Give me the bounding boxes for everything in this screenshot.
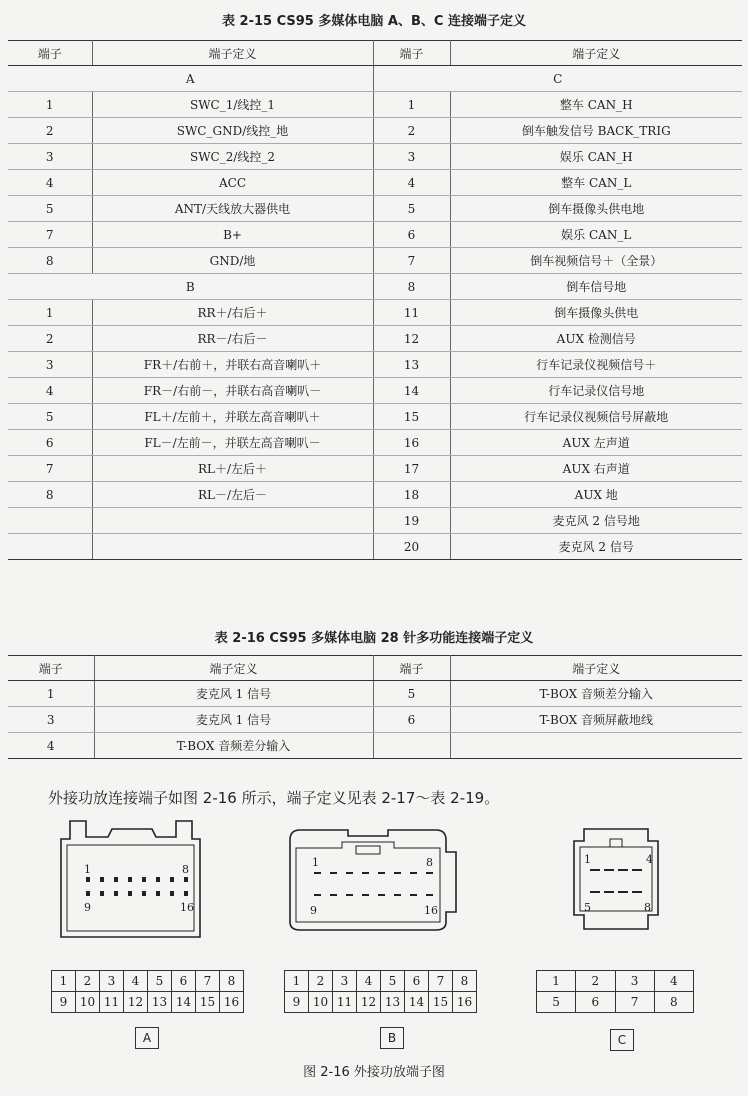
header-definition: 端子定义 bbox=[92, 41, 373, 66]
table-row bbox=[8, 508, 742, 534]
pin-number-cell: 5 bbox=[537, 992, 576, 1013]
table-row bbox=[8, 144, 742, 170]
table-row bbox=[8, 326, 742, 352]
terminal-cell bbox=[8, 534, 92, 560]
terminal-cell: 13 bbox=[373, 352, 450, 378]
pin-number-cell: 4 bbox=[654, 971, 693, 992]
definition-cell: RR－/右后－ bbox=[92, 326, 373, 352]
table-2-15-caption: 表 2-15 CS95 多媒体电脑 A、B、C 连接端子定义 bbox=[222, 14, 526, 29]
terminal-cell: 2 bbox=[373, 118, 450, 144]
definition-cell: AUX 检测信号 bbox=[450, 326, 742, 352]
terminal-cell: 12 bbox=[373, 326, 450, 352]
pin-number-cell: 9 bbox=[285, 992, 309, 1013]
pin-number-cell: 6 bbox=[172, 971, 196, 992]
terminal-cell: 2 bbox=[8, 118, 92, 144]
terminal-cell: 1 bbox=[373, 92, 450, 118]
pin-number-cell: 4 bbox=[357, 971, 381, 992]
definition-cell: SWC_GND/线控_地 bbox=[92, 118, 373, 144]
header-definition: 端子定义 bbox=[450, 41, 742, 66]
definition-cell: 行车记录仪信号地 bbox=[450, 378, 742, 404]
definition-cell: FR－/右前－，并联右高音喇叭－ bbox=[92, 378, 373, 404]
terminal-cell: 3 bbox=[8, 707, 94, 733]
pin-number-cell: 2 bbox=[76, 971, 100, 992]
pin-number-cell: 8 bbox=[220, 971, 244, 992]
pin-label: 16 bbox=[180, 901, 194, 914]
table-row bbox=[8, 196, 742, 222]
pin-label: 9 bbox=[84, 901, 91, 914]
terminal-cell: 2 bbox=[8, 326, 92, 352]
definition-cell: B bbox=[8, 274, 373, 300]
pin-number-cell: 14 bbox=[172, 992, 196, 1013]
pin-number-cell: 1 bbox=[285, 971, 309, 992]
pin-label: 9 bbox=[310, 904, 317, 917]
pin-number-cell: 12 bbox=[124, 992, 148, 1013]
header-terminal: 端子 bbox=[8, 41, 92, 66]
connector-label-c: C bbox=[610, 1029, 634, 1051]
terminal-cell: 6 bbox=[373, 707, 450, 733]
header-terminal: 端子 bbox=[373, 41, 450, 66]
pin-number-cell: 8 bbox=[453, 971, 477, 992]
connector-a-drawing bbox=[56, 815, 206, 945]
pin-number-cell: 7 bbox=[196, 971, 220, 992]
pin-number-cell: 16 bbox=[220, 992, 244, 1013]
pin-number-cell: 1 bbox=[537, 971, 576, 992]
pin-number-cell: 13 bbox=[148, 992, 172, 1013]
terminal-cell: 14 bbox=[373, 378, 450, 404]
definition-cell: 倒车触发信号 BACK_TRIG bbox=[450, 118, 742, 144]
table-row bbox=[8, 707, 742, 733]
definition-cell: RR＋/右后＋ bbox=[92, 300, 373, 326]
table-row bbox=[8, 681, 742, 707]
body-paragraph: 外接功放连接端子如图 2-16 所示，端子定义见表 2-17～表 2-19。 bbox=[48, 789, 500, 807]
pin-number-cell: 8 bbox=[654, 992, 693, 1013]
definition-cell: 倒车摄像头供电 bbox=[450, 300, 742, 326]
connector-c-drawing bbox=[556, 825, 676, 937]
definition-cell: 行车记录仪视频信号屏蔽地 bbox=[450, 404, 742, 430]
terminal-cell: 3 bbox=[8, 144, 92, 170]
definition-cell: FL－/左前－，并联左高音喇叭－ bbox=[92, 430, 373, 456]
terminal-cell: 18 bbox=[373, 482, 450, 508]
terminal-cell: 15 bbox=[373, 404, 450, 430]
table-row bbox=[8, 222, 742, 248]
terminal-cell: 7 bbox=[373, 248, 450, 274]
terminal-cell: 16 bbox=[373, 430, 450, 456]
definition-cell: 整车 CAN_L bbox=[450, 170, 742, 196]
table-row bbox=[8, 430, 742, 456]
terminal-cell: 4 bbox=[373, 170, 450, 196]
definition-cell: 倒车信号地 bbox=[450, 274, 742, 300]
table-row bbox=[8, 534, 742, 560]
terminal-cell: 4 bbox=[8, 378, 92, 404]
definition-cell: T-BOX 音频差分输入 bbox=[450, 681, 742, 707]
terminal-cell: 5 bbox=[8, 196, 92, 222]
pin-label: 8 bbox=[426, 856, 433, 869]
terminal-cell: 6 bbox=[8, 430, 92, 456]
terminal-cell: 1 bbox=[8, 92, 92, 118]
terminal-cell: 1 bbox=[8, 681, 94, 707]
terminal-cell: 4 bbox=[8, 170, 92, 196]
definition-cell: 倒车摄像头供电地 bbox=[450, 196, 742, 222]
pin-number-cell: 16 bbox=[453, 992, 477, 1013]
terminal-cell: 3 bbox=[8, 352, 92, 378]
terminal-cell bbox=[8, 508, 92, 534]
definition-cell: B+ bbox=[92, 222, 373, 248]
definition-cell: RL＋/左后＋ bbox=[92, 456, 373, 482]
table-row bbox=[8, 404, 742, 430]
terminal-cell: 4 bbox=[8, 733, 94, 759]
figure-caption: 图 2-16 外接功放端子图 bbox=[303, 1065, 445, 1080]
terminal-cell: 5 bbox=[8, 404, 92, 430]
pin-number-cell: 2 bbox=[576, 971, 615, 992]
terminal-cell: 17 bbox=[373, 456, 450, 482]
pin-number-cell: 15 bbox=[196, 992, 220, 1013]
pin-label: 8 bbox=[182, 863, 189, 876]
definition-cell: 麦克风 1 信号 bbox=[94, 707, 373, 733]
pin-number-cell: 11 bbox=[100, 992, 124, 1013]
terminal-cell: 7 bbox=[8, 456, 92, 482]
pin-grid-b bbox=[284, 970, 477, 1013]
definition-cell: SWC_1/线控_1 bbox=[92, 92, 373, 118]
pin-label: 1 bbox=[584, 853, 591, 866]
terminal-cell: 20 bbox=[373, 534, 450, 560]
pin-grid-c bbox=[536, 970, 694, 1013]
definition-cell: AUX 右声道 bbox=[450, 456, 742, 482]
pin-number-cell: 7 bbox=[615, 992, 654, 1013]
table-row bbox=[8, 352, 742, 378]
terminal-cell: 8 bbox=[8, 482, 92, 508]
pin-number-cell: 9 bbox=[52, 992, 76, 1013]
pin-number-cell: 4 bbox=[124, 971, 148, 992]
pin-number-cell: 6 bbox=[576, 992, 615, 1013]
definition-cell: SWC_2/线控_2 bbox=[92, 144, 373, 170]
header-terminal: 端子 bbox=[373, 656, 450, 681]
pin-number-cell: 13 bbox=[381, 992, 405, 1013]
definition-cell: 整车 CAN_H bbox=[450, 92, 742, 118]
pin-label: 4 bbox=[646, 853, 653, 866]
table-2-16-caption: 表 2-16 CS95 多媒体电脑 28 针多功能连接端子定义 bbox=[214, 631, 534, 646]
connector-label-b: B bbox=[380, 1027, 404, 1049]
terminal-cell: 11 bbox=[373, 300, 450, 326]
table-row bbox=[8, 274, 742, 300]
pin-number-cell: 3 bbox=[100, 971, 124, 992]
definition-cell: 娱乐 CAN_H bbox=[450, 144, 742, 170]
terminal-cell: 1 bbox=[8, 300, 92, 326]
definition-cell: AUX 地 bbox=[450, 482, 742, 508]
terminal-cell: 8 bbox=[8, 248, 92, 274]
definition-cell: RL－/左后－ bbox=[92, 482, 373, 508]
terminal-cell: 8 bbox=[373, 274, 450, 300]
definition-cell: 麦克风 2 信号地 bbox=[450, 508, 742, 534]
terminal-cell: 5 bbox=[373, 681, 450, 707]
definition-cell: ANT/天线放大器供电 bbox=[92, 196, 373, 222]
definition-cell: ACC bbox=[92, 170, 373, 196]
pin-label: 16 bbox=[424, 904, 438, 917]
definition-cell bbox=[450, 733, 742, 759]
table-row bbox=[8, 118, 742, 144]
pin-number-cell: 11 bbox=[333, 992, 357, 1013]
definition-cell: 倒车视频信号＋（全景） bbox=[450, 248, 742, 274]
pin-number-cell: 14 bbox=[405, 992, 429, 1013]
terminal-cell: 5 bbox=[373, 196, 450, 222]
table-row bbox=[8, 456, 742, 482]
definition-cell: T-BOX 音频屏蔽地线 bbox=[450, 707, 742, 733]
pin-number-cell: 5 bbox=[148, 971, 172, 992]
terminal-cell bbox=[373, 733, 450, 759]
table-row bbox=[8, 92, 742, 118]
header-definition: 端子定义 bbox=[94, 656, 373, 681]
table-row bbox=[8, 482, 742, 508]
pin-number-cell: 6 bbox=[405, 971, 429, 992]
pin-number-cell: 10 bbox=[309, 992, 333, 1013]
connector-label-a: A bbox=[135, 1027, 159, 1049]
pin-number-cell: 12 bbox=[357, 992, 381, 1013]
terminal-table-2-16 bbox=[8, 655, 742, 759]
definition-cell: GND/地 bbox=[92, 248, 373, 274]
pin-number-cell: 3 bbox=[615, 971, 654, 992]
pin-number-cell: 1 bbox=[52, 971, 76, 992]
definition-cell bbox=[92, 508, 373, 534]
terminal-cell: 6 bbox=[373, 222, 450, 248]
definition-cell: 行车记录仪视频信号＋ bbox=[450, 352, 742, 378]
pin-label: 5 bbox=[584, 901, 591, 914]
pin-number-cell: 2 bbox=[309, 971, 333, 992]
terminal-table-2-15 bbox=[8, 40, 742, 560]
definition-cell: A bbox=[8, 66, 373, 92]
definition-cell: AUX 左声道 bbox=[450, 430, 742, 456]
pin-number-cell: 5 bbox=[381, 971, 405, 992]
definition-cell: FR＋/右前＋，并联右高音喇叭＋ bbox=[92, 352, 373, 378]
pin-number-cell: 3 bbox=[333, 971, 357, 992]
definition-cell bbox=[92, 534, 373, 560]
definition-cell: 麦克风 2 信号 bbox=[450, 534, 742, 560]
pin-number-cell: 15 bbox=[429, 992, 453, 1013]
table-row bbox=[8, 66, 742, 92]
pin-label: 8 bbox=[644, 901, 651, 914]
header-definition: 端子定义 bbox=[450, 656, 742, 681]
definition-cell: 娱乐 CAN_L bbox=[450, 222, 742, 248]
pin-grid-a bbox=[51, 970, 244, 1013]
table-row bbox=[8, 300, 742, 326]
definition-cell: 麦克风 1 信号 bbox=[94, 681, 373, 707]
pin-number-cell: 7 bbox=[429, 971, 453, 992]
definition-cell: T-BOX 音频差分输入 bbox=[94, 733, 373, 759]
table-row bbox=[8, 733, 742, 759]
terminal-cell: 7 bbox=[8, 222, 92, 248]
pin-label: 1 bbox=[312, 856, 319, 869]
definition-cell: C bbox=[373, 66, 742, 92]
definition-cell: FL＋/左前＋，并联左高音喇叭＋ bbox=[92, 404, 373, 430]
terminal-cell: 3 bbox=[373, 144, 450, 170]
pin-label: 1 bbox=[84, 863, 91, 876]
table-row bbox=[8, 170, 742, 196]
table-row bbox=[8, 378, 742, 404]
connector-b-drawing bbox=[284, 826, 464, 934]
pin-number-cell: 10 bbox=[76, 992, 100, 1013]
table-row bbox=[8, 248, 742, 274]
header-terminal: 端子 bbox=[8, 656, 94, 681]
terminal-cell: 19 bbox=[373, 508, 450, 534]
